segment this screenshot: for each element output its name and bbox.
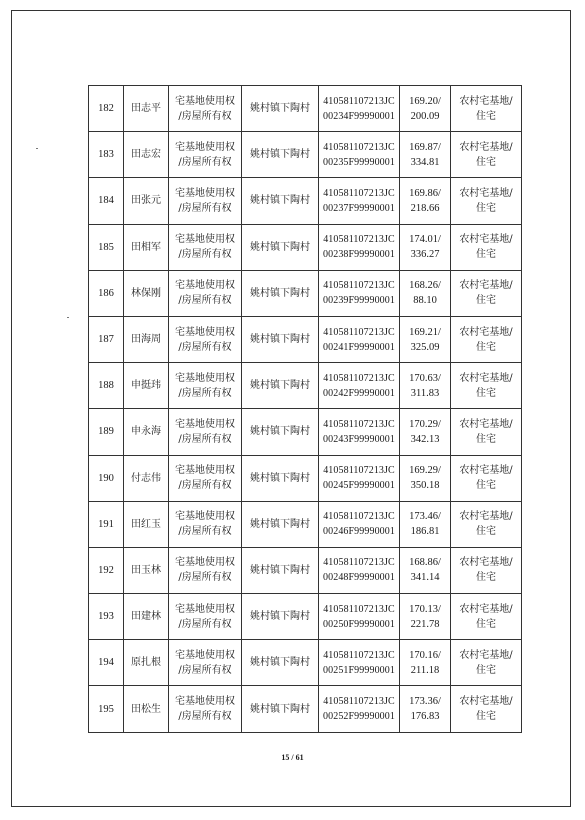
certificate-code-cell xyxy=(319,178,400,224)
right-type-line: 宅基地使用权 xyxy=(175,696,235,708)
right-type-cell xyxy=(169,686,242,732)
area-cell xyxy=(400,501,451,547)
certificate-code-line: 410581107213JC xyxy=(323,511,395,523)
area-line: 169.20/ xyxy=(409,95,441,107)
area-cell xyxy=(400,178,451,224)
area-line: 342.13 xyxy=(410,433,440,445)
right-type-line: /房屋所有权 xyxy=(178,480,232,492)
location-cell: 姚村镇下陶村 xyxy=(242,363,319,409)
usage-cell xyxy=(451,363,522,409)
usage-cell xyxy=(451,316,522,362)
right-type-line: 宅基地使用权 xyxy=(175,234,235,246)
right-type-cell xyxy=(169,455,242,501)
row-number-cell: 186 xyxy=(89,270,124,316)
certificate-code-line: 00239F99990001 xyxy=(323,295,395,307)
certificate-code-cell xyxy=(319,363,400,409)
location-cell: 姚村镇下陶村 xyxy=(242,547,319,593)
right-type-cell xyxy=(169,178,242,224)
usage-line: 住宅 xyxy=(476,341,496,353)
property-rights-table xyxy=(88,85,522,733)
row-number-cell: 183 xyxy=(89,132,124,178)
location-cell: 姚村镇下陶村 xyxy=(242,686,319,732)
area-line: 170.16/ xyxy=(409,649,441,661)
usage-line: 农村宅基地/ xyxy=(459,465,513,477)
location-cell: 姚村镇下陶村 xyxy=(242,224,319,270)
usage-cell xyxy=(451,640,522,686)
area-line: 169.86/ xyxy=(409,187,441,199)
table-row xyxy=(89,455,522,501)
row-number-cell: 189 xyxy=(89,409,124,455)
area-line: 176.83 xyxy=(410,711,440,723)
certificate-code-cell xyxy=(319,86,400,132)
usage-line: 住宅 xyxy=(476,526,496,538)
area-line: 334.81 xyxy=(410,156,440,168)
owner-name-cell: 田玉林 xyxy=(124,547,169,593)
usage-line: 住宅 xyxy=(476,433,496,445)
usage-cell xyxy=(451,686,522,732)
usage-line: 住宅 xyxy=(476,295,496,307)
table-row xyxy=(89,409,522,455)
certificate-code-line: 410581107213JC xyxy=(323,234,395,246)
certificate-code-line: 00241F99990001 xyxy=(323,341,395,353)
usage-line: 农村宅基地/ xyxy=(459,511,513,523)
area-cell xyxy=(400,640,451,686)
owner-name-cell: 申永海 xyxy=(124,409,169,455)
usage-cell xyxy=(451,455,522,501)
area-line: 173.36/ xyxy=(409,696,441,708)
area-line: 174.01/ xyxy=(409,234,441,246)
row-number-cell: 190 xyxy=(89,455,124,501)
usage-line: 住宅 xyxy=(476,156,496,168)
usage-cell xyxy=(451,594,522,640)
table-row xyxy=(89,501,522,547)
table-row xyxy=(89,132,522,178)
right-type-line: 宅基地使用权 xyxy=(175,418,235,430)
area-line: 170.63/ xyxy=(409,372,441,384)
certificate-code-cell xyxy=(319,224,400,270)
certificate-code-line: 410581107213JC xyxy=(323,95,395,107)
certificate-code-cell xyxy=(319,547,400,593)
location-cell: 姚村镇下陶村 xyxy=(242,409,319,455)
usage-line: 住宅 xyxy=(476,480,496,492)
owner-name-cell: 申挺玮 xyxy=(124,363,169,409)
usage-line: 农村宅基地/ xyxy=(459,141,513,153)
certificate-code-cell xyxy=(319,316,400,362)
area-line: 311.83 xyxy=(410,387,440,399)
certificate-code-line: 00248F99990001 xyxy=(323,572,395,584)
area-line: 336.27 xyxy=(410,249,440,261)
area-cell xyxy=(400,224,451,270)
area-cell xyxy=(400,686,451,732)
table-row xyxy=(89,594,522,640)
usage-cell xyxy=(451,270,522,316)
area-cell xyxy=(400,363,451,409)
row-number-cell: 182 xyxy=(89,86,124,132)
location-cell: 姚村镇下陶村 xyxy=(242,86,319,132)
area-cell xyxy=(400,409,451,455)
owner-name-cell: 田海周 xyxy=(124,316,169,362)
right-type-line: 宅基地使用权 xyxy=(175,511,235,523)
location-cell: 姚村镇下陶村 xyxy=(242,594,319,640)
usage-line: 农村宅基地/ xyxy=(459,418,513,430)
area-line: 169.29/ xyxy=(409,465,441,477)
certificate-code-line: 00242F99990001 xyxy=(323,387,395,399)
area-line: 169.87/ xyxy=(409,141,441,153)
certificate-code-line: 410581107213JC xyxy=(323,372,395,384)
certificate-code-line: 410581107213JC xyxy=(323,280,395,292)
certificate-code-cell xyxy=(319,686,400,732)
area-line: 211.18 xyxy=(410,664,440,676)
right-type-cell xyxy=(169,501,242,547)
row-number-cell: 184 xyxy=(89,178,124,224)
scan-speck xyxy=(67,317,69,318)
owner-name-cell: 林保刚 xyxy=(124,270,169,316)
right-type-line: /房屋所有权 xyxy=(178,110,232,122)
certificate-code-line: 410581107213JC xyxy=(323,326,395,338)
row-number-cell: 188 xyxy=(89,363,124,409)
certificate-code-line: 00238F99990001 xyxy=(323,249,395,261)
row-number-cell: 187 xyxy=(89,316,124,362)
table-row xyxy=(89,270,522,316)
right-type-line: 宅基地使用权 xyxy=(175,141,235,153)
area-cell xyxy=(400,455,451,501)
usage-line: 农村宅基地/ xyxy=(459,234,513,246)
location-cell: 姚村镇下陶村 xyxy=(242,501,319,547)
area-line: 341.14 xyxy=(410,572,440,584)
certificate-code-line: 410581107213JC xyxy=(323,649,395,661)
right-type-cell xyxy=(169,547,242,593)
table-row xyxy=(89,316,522,362)
usage-cell xyxy=(451,547,522,593)
area-cell xyxy=(400,316,451,362)
area-cell xyxy=(400,270,451,316)
usage-line: 住宅 xyxy=(476,249,496,261)
area-line: 186.81 xyxy=(410,526,440,538)
usage-line: 住宅 xyxy=(476,110,496,122)
right-type-line: /房屋所有权 xyxy=(178,249,232,261)
certificate-code-line: 00246F99990001 xyxy=(323,526,395,538)
usage-line: 住宅 xyxy=(476,202,496,214)
usage-line: 农村宅基地/ xyxy=(459,557,513,569)
certificate-code-line: 00234F99990001 xyxy=(323,110,395,122)
usage-line: 农村宅基地/ xyxy=(459,603,513,615)
usage-line: 住宅 xyxy=(476,618,496,630)
certificate-code-line: 410581107213JC xyxy=(323,465,395,477)
usage-cell xyxy=(451,224,522,270)
right-type-line: /房屋所有权 xyxy=(178,664,232,676)
usage-line: 农村宅基地/ xyxy=(459,95,513,107)
usage-line: 农村宅基地/ xyxy=(459,326,513,338)
certificate-code-line: 00235F99990001 xyxy=(323,156,395,168)
table-body xyxy=(89,86,522,733)
certificate-code-line: 410581107213JC xyxy=(323,696,395,708)
table-row xyxy=(89,178,522,224)
right-type-cell xyxy=(169,86,242,132)
usage-cell xyxy=(451,409,522,455)
usage-line: 农村宅基地/ xyxy=(459,696,513,708)
owner-name-cell: 付志伟 xyxy=(124,455,169,501)
row-number-cell: 191 xyxy=(89,501,124,547)
right-type-cell xyxy=(169,224,242,270)
right-type-line: /房屋所有权 xyxy=(178,295,232,307)
row-number-cell: 193 xyxy=(89,594,124,640)
usage-cell xyxy=(451,86,522,132)
area-line: 169.21/ xyxy=(409,326,441,338)
usage-cell xyxy=(451,132,522,178)
right-type-line: 宅基地使用权 xyxy=(175,187,235,199)
usage-line: 农村宅基地/ xyxy=(459,372,513,384)
usage-line: 农村宅基地/ xyxy=(459,280,513,292)
right-type-line: 宅基地使用权 xyxy=(175,326,235,338)
right-type-line: /房屋所有权 xyxy=(178,387,232,399)
area-cell xyxy=(400,132,451,178)
area-line: 168.86/ xyxy=(409,557,441,569)
location-cell: 姚村镇下陶村 xyxy=(242,455,319,501)
right-type-line: /房屋所有权 xyxy=(178,711,232,723)
owner-name-cell: 田志宏 xyxy=(124,132,169,178)
area-line: 173.46/ xyxy=(409,511,441,523)
certificate-code-line: 410581107213JC xyxy=(323,141,395,153)
right-type-line: /房屋所有权 xyxy=(178,572,232,584)
row-number-cell: 194 xyxy=(89,640,124,686)
area-cell xyxy=(400,594,451,640)
area-line: 325.09 xyxy=(410,341,440,353)
table-row xyxy=(89,686,522,732)
right-type-line: 宅基地使用权 xyxy=(175,465,235,477)
area-line: 218.66 xyxy=(410,202,440,214)
certificate-code-cell xyxy=(319,640,400,686)
area-line: 200.09 xyxy=(410,110,440,122)
right-type-line: /房屋所有权 xyxy=(178,526,232,538)
certificate-code-line: 410581107213JC xyxy=(323,187,395,199)
right-type-line: /房屋所有权 xyxy=(178,618,232,630)
area-line: 88.10 xyxy=(413,295,437,307)
certificate-code-cell xyxy=(319,594,400,640)
scan-speck xyxy=(36,148,38,149)
right-type-cell xyxy=(169,640,242,686)
area-line: 170.29/ xyxy=(409,418,441,430)
usage-line: 农村宅基地/ xyxy=(459,649,513,661)
certificate-code-line: 00250F99990001 xyxy=(323,618,395,630)
area-line: 221.78 xyxy=(410,618,440,630)
certificate-code-line: 410581107213JC xyxy=(323,603,395,615)
right-type-cell xyxy=(169,316,242,362)
certificate-code-line: 410581107213JC xyxy=(323,418,395,430)
right-type-cell xyxy=(169,270,242,316)
certificate-code-line: 410581107213JC xyxy=(323,557,395,569)
certificate-code-cell xyxy=(319,501,400,547)
right-type-line: 宅基地使用权 xyxy=(175,95,235,107)
certificate-code-line: 00243F99990001 xyxy=(323,433,395,445)
area-cell xyxy=(400,86,451,132)
location-cell: 姚村镇下陶村 xyxy=(242,640,319,686)
usage-line: 住宅 xyxy=(476,572,496,584)
certificate-code-line: 00252F99990001 xyxy=(323,711,395,723)
right-type-cell xyxy=(169,594,242,640)
certificate-code-cell xyxy=(319,132,400,178)
right-type-line: /房屋所有权 xyxy=(178,156,232,168)
usage-line: 住宅 xyxy=(476,711,496,723)
location-cell: 姚村镇下陶村 xyxy=(242,316,319,362)
certificate-code-line: 00251F99990001 xyxy=(323,664,395,676)
owner-name-cell: 田志平 xyxy=(124,86,169,132)
right-type-line: /房屋所有权 xyxy=(178,202,232,214)
table-row xyxy=(89,86,522,132)
area-cell xyxy=(400,547,451,593)
usage-line: 住宅 xyxy=(476,664,496,676)
owner-name-cell: 田张元 xyxy=(124,178,169,224)
certificate-code-cell xyxy=(319,270,400,316)
table-row xyxy=(89,547,522,593)
table-row xyxy=(89,640,522,686)
area-line: 170.13/ xyxy=(409,603,441,615)
right-type-line: /房屋所有权 xyxy=(178,433,232,445)
page-number: 15 / 61 xyxy=(281,753,304,762)
owner-name-cell: 田相军 xyxy=(124,224,169,270)
certificate-code-line: 00237F99990001 xyxy=(323,202,395,214)
usage-cell xyxy=(451,178,522,224)
usage-cell xyxy=(451,501,522,547)
usage-line: 住宅 xyxy=(476,387,496,399)
right-type-line: 宅基地使用权 xyxy=(175,603,235,615)
certificate-code-cell xyxy=(319,455,400,501)
table-row xyxy=(89,363,522,409)
right-type-cell xyxy=(169,409,242,455)
right-type-line: 宅基地使用权 xyxy=(175,280,235,292)
right-type-line: 宅基地使用权 xyxy=(175,557,235,569)
right-type-line: 宅基地使用权 xyxy=(175,649,235,661)
owner-name-cell: 田红玉 xyxy=(124,501,169,547)
right-type-line: /房屋所有权 xyxy=(178,341,232,353)
row-number-cell: 192 xyxy=(89,547,124,593)
right-type-cell xyxy=(169,132,242,178)
row-number-cell: 185 xyxy=(89,224,124,270)
certificate-code-cell xyxy=(319,409,400,455)
location-cell: 姚村镇下陶村 xyxy=(242,270,319,316)
owner-name-cell: 原扎根 xyxy=(124,640,169,686)
owner-name-cell: 田松生 xyxy=(124,686,169,732)
location-cell: 姚村镇下陶村 xyxy=(242,132,319,178)
owner-name-cell: 田建林 xyxy=(124,594,169,640)
right-type-line: 宅基地使用权 xyxy=(175,372,235,384)
area-line: 168.26/ xyxy=(409,280,441,292)
usage-line: 农村宅基地/ xyxy=(459,187,513,199)
area-line: 350.18 xyxy=(410,480,440,492)
right-type-cell xyxy=(169,363,242,409)
location-cell: 姚村镇下陶村 xyxy=(242,178,319,224)
table-row xyxy=(89,224,522,270)
certificate-code-line: 00245F99990001 xyxy=(323,480,395,492)
row-number-cell: 195 xyxy=(89,686,124,732)
